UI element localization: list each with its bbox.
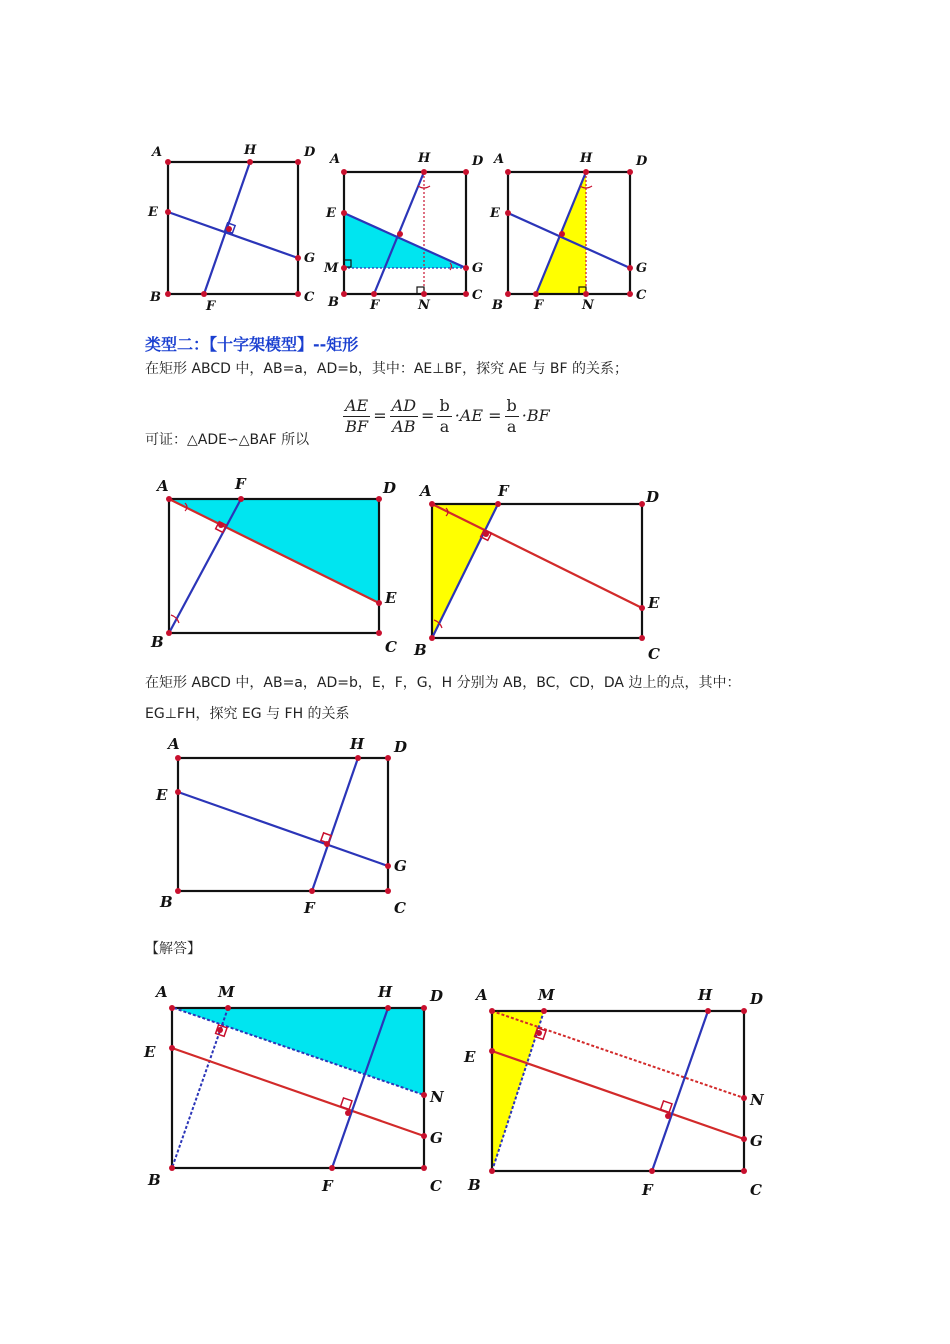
label-H: H	[350, 735, 365, 753]
label-A: A	[476, 986, 488, 1004]
figure-square-1	[140, 138, 330, 318]
figure-square-3	[488, 146, 668, 316]
label-G: G	[394, 857, 407, 875]
label-D: D	[750, 990, 764, 1008]
label-E: E	[385, 589, 397, 607]
label-A: A	[494, 152, 505, 167]
label-B: B	[151, 633, 164, 651]
label-G: G	[430, 1129, 443, 1147]
label-C: C	[472, 288, 483, 303]
label-E: E	[156, 786, 168, 804]
label-H: H	[244, 143, 257, 158]
figure-rect-cyan	[145, 475, 410, 660]
label-D: D	[636, 154, 648, 169]
label-E: E	[144, 1043, 156, 1061]
answer-label: 【解答】	[145, 941, 201, 957]
label-M: M	[538, 986, 555, 1004]
label-C: C	[385, 638, 397, 656]
label-C: C	[430, 1177, 442, 1195]
label-A: A	[168, 735, 180, 753]
label-M: M	[218, 983, 235, 1001]
figure-answer-yellow	[462, 978, 782, 1203]
figure-rect-cross	[150, 733, 420, 923]
label-F: F	[370, 298, 380, 313]
label-A: A	[152, 145, 163, 160]
rect-outline	[178, 758, 388, 891]
label-A: A	[330, 152, 341, 167]
label-D: D	[304, 145, 316, 160]
label-N: N	[582, 298, 594, 313]
label-C: C	[394, 899, 406, 917]
label-H: H	[698, 986, 713, 1004]
label-C: C	[648, 645, 660, 663]
label-D: D	[430, 987, 444, 1005]
figure-square-2	[320, 146, 500, 316]
label-A: A	[156, 983, 168, 1001]
label-F: F	[322, 1177, 333, 1195]
label-H: H	[580, 151, 593, 166]
figure-answer-cyan	[140, 975, 460, 1200]
problem-1-text: 在矩形 ABCD 中，AB=a，AD=b，其中：AE⊥BF，探究 AE 与 BF 的关系；	[145, 361, 629, 377]
label-M: M	[324, 261, 339, 276]
label-C: C	[304, 290, 315, 305]
label-G: G	[750, 1132, 763, 1150]
label-B: B	[148, 1171, 161, 1189]
section-heading: 类型二：【十字架模型】--矩形	[145, 335, 359, 354]
figure-rect-yellow	[410, 480, 675, 665]
label-E: E	[490, 206, 500, 221]
label-D: D	[472, 154, 484, 169]
problem-2-line-2: EG⊥FH，探究 EG 与 FH 的关系	[145, 706, 350, 722]
label-H: H	[378, 983, 393, 1001]
label-G: G	[472, 261, 484, 276]
label-N: N	[430, 1088, 444, 1106]
label-B: B	[160, 893, 173, 911]
label-G: G	[304, 251, 316, 266]
label-B: B	[328, 295, 339, 310]
label-E: E	[148, 205, 158, 220]
label-C: C	[750, 1181, 762, 1199]
label-F: F	[642, 1181, 653, 1199]
label-B: B	[492, 298, 503, 313]
label-B: B	[150, 290, 161, 305]
proof-prefix: 可证：△ADE∽△BAF 所以	[145, 432, 310, 448]
label-A: A	[420, 482, 432, 500]
label-D: D	[394, 738, 408, 756]
label-B: B	[468, 1176, 481, 1194]
label-D: D	[646, 488, 660, 506]
label-F: F	[534, 298, 544, 313]
label-H: H	[418, 151, 431, 166]
label-F: F	[235, 475, 246, 493]
label-C: C	[636, 288, 647, 303]
label-B: B	[414, 641, 427, 659]
label-E: E	[648, 594, 660, 612]
label-E: E	[464, 1048, 476, 1066]
label-F: F	[498, 482, 509, 500]
label-A: A	[157, 477, 169, 495]
label-G: G	[636, 261, 648, 276]
label-F: F	[206, 299, 216, 314]
ratio-formula: $\frac{AE}{BF}$ = $\frac{AD}{AB}$ = $\frac{b}{a}$ ·AE = $\frac{b}{a}$ ·BF	[345, 396, 550, 436]
label-E: E	[326, 206, 336, 221]
label-D: D	[383, 479, 397, 497]
label-N: N	[750, 1091, 764, 1109]
problem-2-line-1: 在矩形 ABCD 中，AB=a，AD=b，E，F，G，H 分别为 AB，BC，CD，DA 边上的点，其中：	[145, 675, 741, 691]
label-F: F	[304, 899, 315, 917]
label-N: N	[418, 298, 430, 313]
square-outline	[168, 162, 298, 294]
